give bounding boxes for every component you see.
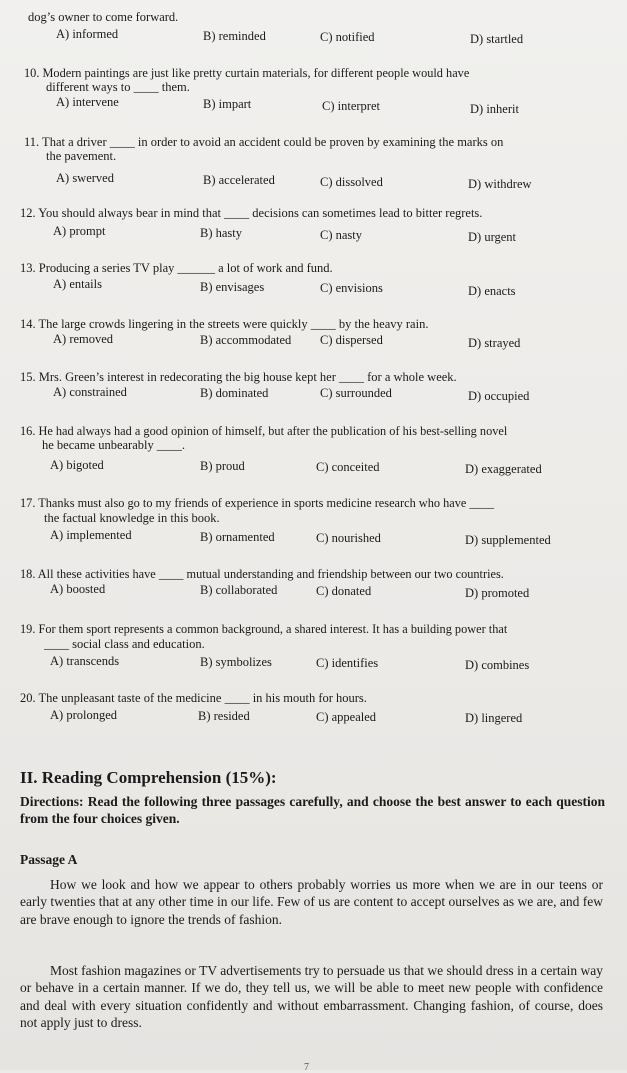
option-c: C) surrounded	[320, 386, 392, 400]
page-number: 7	[304, 1062, 309, 1073]
option-d: D) enacts	[468, 284, 516, 298]
option-d: D) inherit	[470, 102, 519, 116]
question-stem-line: the pavement.	[46, 149, 117, 163]
question-stem-line: 10. Modern paintings are just like pretty curtain materials, for different people would have	[24, 66, 470, 80]
option-b: B) impart	[203, 97, 252, 111]
question-stem-line: 11. That a driver ____ in order to avoid an accident could be proven by examining the marks on	[24, 135, 504, 149]
option-d: D) exaggerated	[465, 462, 542, 476]
passage-paragraph: How we look and how we appear to others probably worries us more when we are in our teens or early twenties that at any other time in our life. Few of us are content to accept ourselves as we are, and few are brave enough to ignore the trends of fashion.	[20, 877, 603, 927]
option-b: B) collaborated	[200, 583, 278, 597]
option-b: B) reminded	[203, 29, 266, 43]
passage-paragraph: Most fashion magazines or TV advertisements try to persuade us that we should dress in a certain way or behave in a certain manner. If we do, they tell us, we will be able to meet new people with confidence and deal with every situation confidently and without embarrassment. Changing fashion, of course, does not apply just to dress.	[20, 963, 603, 1031]
question-stem-line: 18. All these activities have ____ mutual understanding and friendship between our two countries.	[20, 567, 504, 581]
option-d: D) occupied	[468, 389, 530, 403]
option-b: B) accelerated	[203, 173, 275, 187]
question-stem-line: different ways to ____ them.	[46, 80, 190, 94]
option-a: A) prolonged	[50, 708, 117, 722]
question-stem-line: 19. For them sport represents a common background, a shared interest. It has a building power that	[20, 622, 508, 636]
option-c: C) notified	[320, 30, 375, 44]
section-directions: Directions: Read the following three passages carefully, and choose the best answer to each question from the four choices given.	[20, 794, 605, 826]
question-stem-line: 14. The large crowds lingering in the streets were quickly ____ by the heavy rain.	[20, 317, 429, 331]
option-c: C) dissolved	[320, 175, 383, 189]
question-stem-line: 13. Producing a series TV play ______ a lot of work and fund.	[20, 261, 333, 275]
question-stem-line: 16. He had always had a good opinion of himself, but after the publication of his best-selling novel	[20, 424, 508, 438]
option-b: B) dominated	[200, 386, 269, 400]
option-b: B) envisages	[200, 280, 265, 294]
question-stem-line: 12. You should always bear in mind that ____ decisions can sometimes lead to bitter regrets.	[20, 206, 483, 220]
option-a: A) informed	[56, 27, 119, 41]
option-a: A) removed	[53, 332, 114, 346]
option-a: A) implemented	[50, 528, 132, 542]
option-b: B) hasty	[200, 226, 243, 240]
option-c: C) nasty	[320, 228, 363, 242]
option-b: B) ornamented	[200, 530, 275, 544]
option-b: B) symbolizes	[200, 655, 272, 669]
option-a: A) bigoted	[50, 458, 104, 472]
question-stem-line: dog’s owner to come forward.	[28, 10, 179, 24]
section-title: II. Reading Comprehension (15%):	[20, 768, 277, 787]
question-stem-line: he became unbearably ____.	[42, 438, 185, 452]
option-a: A) prompt	[53, 224, 106, 238]
option-a: A) transcends	[50, 654, 120, 668]
option-a: A) boosted	[50, 582, 106, 596]
option-c: C) appealed	[316, 710, 377, 724]
question-stem-line: the factual knowledge in this book.	[44, 511, 220, 525]
option-a: A) constrained	[53, 385, 127, 399]
option-c: C) envisions	[320, 281, 383, 295]
option-d: D) promoted	[465, 586, 530, 600]
option-c: C) identifies	[316, 656, 379, 670]
option-d: D) strayed	[468, 336, 521, 350]
question-stem-line: ____ social class and education.	[44, 637, 205, 651]
option-b: B) accommodated	[200, 333, 292, 347]
option-b: B) resided	[198, 709, 250, 723]
option-a: A) intervene	[56, 95, 119, 109]
option-c: C) dispersed	[320, 333, 383, 347]
option-c: C) donated	[316, 584, 372, 598]
question-stem-line: 15. Mrs. Green’s interest in redecorating the big house kept her ____ for a whole week.	[20, 370, 457, 384]
option-d: D) withdrew	[468, 177, 532, 191]
option-b: B) proud	[200, 459, 245, 473]
option-d: D) supplemented	[465, 533, 551, 547]
option-d: D) urgent	[468, 230, 517, 244]
option-d: D) startled	[470, 32, 524, 46]
option-a: A) swerved	[56, 171, 114, 185]
option-c: C) conceited	[316, 460, 380, 474]
option-a: A) entails	[53, 277, 102, 291]
option-d: D) lingered	[465, 711, 523, 725]
option-c: C) nourished	[316, 531, 381, 545]
option-d: D) combines	[465, 658, 530, 672]
question-stem-line: 20. The unpleasant taste of the medicine ____ in his mouth for hours.	[20, 691, 367, 705]
option-c: C) interpret	[322, 99, 380, 113]
passage-title: Passage A	[20, 852, 78, 867]
question-stem-line: 17. Thanks must also go to my friends of experience in sports medicine research who have ____	[20, 496, 495, 510]
